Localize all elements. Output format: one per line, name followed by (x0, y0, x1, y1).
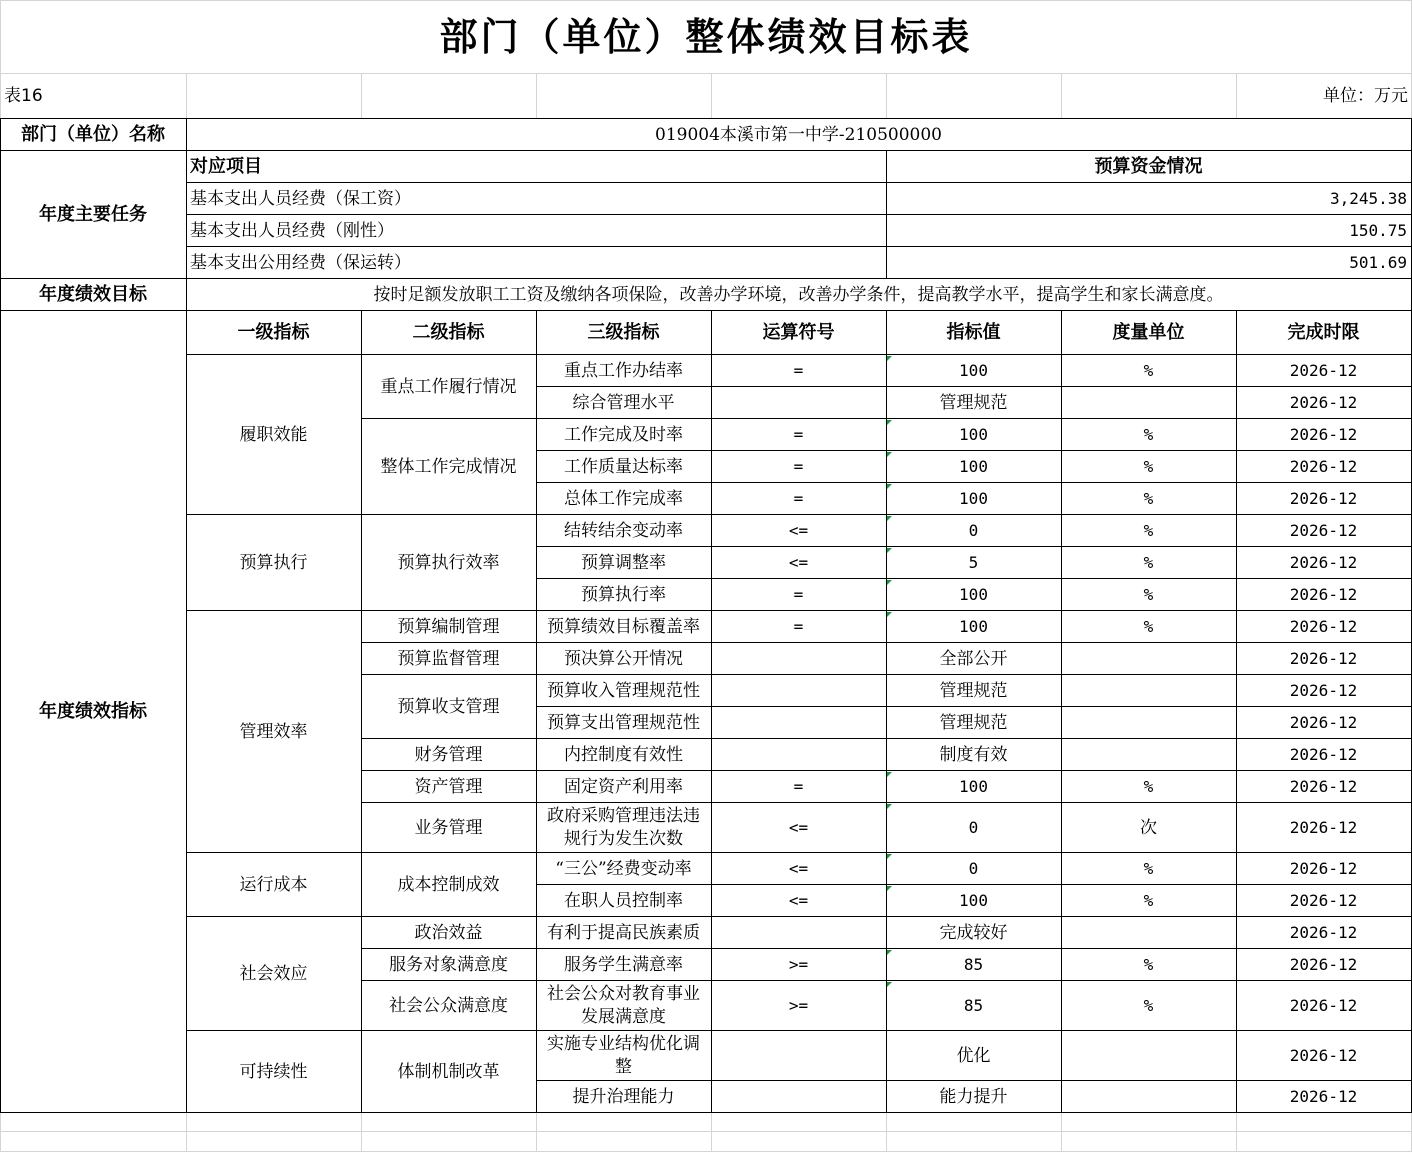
indicator-header: 一级指标 (237, 322, 310, 343)
border-line (186, 916, 1412, 917)
border-line (886, 150, 887, 279)
gridline (536, 73, 537, 119)
level3-indicator: 综合管理水平 (572, 392, 675, 413)
deadline: 2026-12 (1289, 457, 1358, 476)
gridline (1061, 1113, 1062, 1152)
level3-indicator: 总体工作完成率 (564, 488, 683, 509)
level3-indicator: 预算收入管理规范性 (547, 680, 700, 701)
measure-unit: % (1143, 617, 1154, 636)
deadline: 2026-12 (1289, 649, 1358, 668)
level3-indicator: 在职人员控制率 (564, 890, 683, 911)
cell-marker-icon (887, 452, 892, 457)
indicator-value: 100 (959, 777, 988, 796)
deadline: 2026-12 (1289, 617, 1358, 636)
border-line (1061, 310, 1062, 1113)
border-line (536, 546, 1412, 547)
border-line (186, 354, 1412, 355)
gridline (1061, 73, 1062, 119)
level1-indicator: 管理效率 (239, 722, 308, 742)
level2-indicator: 体制机制改革 (397, 1062, 500, 1082)
measure-unit: % (1143, 361, 1154, 380)
level3-indicator: 服务学生满意率 (564, 954, 683, 975)
level3-indicator: 固定资产利用率 (564, 776, 683, 797)
level1-indicator: 履职效能 (239, 425, 308, 445)
level1-indicator: 运行成本 (239, 875, 308, 895)
measure-unit (1061, 739, 1236, 771)
operator: = (793, 489, 804, 508)
level2-indicator: 预算收支管理 (397, 697, 500, 717)
indicator-value: 管理规范 (939, 713, 1008, 733)
cell-marker-icon (887, 516, 892, 521)
cell-marker-icon (887, 854, 892, 859)
level2-indicator: 政治效益 (414, 923, 483, 943)
level1-indicator: 可持续性 (239, 1062, 308, 1082)
border-line (0, 118, 1412, 119)
indicator-header: 指标值 (946, 322, 1001, 343)
border-line (361, 738, 1412, 739)
indicator-value: 管理规范 (939, 681, 1008, 701)
indicator-value: 100 (959, 489, 988, 508)
level3-indicator: 内控制度有效性 (564, 744, 683, 765)
cell-marker-icon (887, 886, 892, 891)
task-item: 基本支出人员经费（保工资） (190, 189, 411, 209)
measure-unit: 次 (1140, 818, 1157, 838)
indicator-value: 85 (963, 996, 984, 1015)
measure-unit: % (1143, 859, 1154, 878)
border-line (361, 770, 1412, 771)
border-line (361, 980, 1412, 981)
border-line (186, 1030, 1412, 1031)
border-line (361, 948, 1412, 949)
level3-indicator: “三公”经费变动率 (555, 858, 692, 879)
deadline: 2026-12 (1289, 745, 1358, 764)
deadline: 2026-12 (1289, 955, 1358, 974)
indicators-label: 年度绩效指标 (39, 701, 147, 722)
level3-indicator: 政府采购管理违法违 规行为发生次数 (547, 806, 700, 849)
border-line (361, 418, 1412, 419)
indicator-value: 100 (959, 457, 988, 476)
indicator-header: 三级指标 (587, 322, 660, 343)
operator (711, 1031, 886, 1081)
level2-indicator: 预算监督管理 (397, 649, 500, 669)
gridline (186, 1113, 187, 1152)
border-line (536, 884, 1412, 885)
operator (711, 675, 886, 707)
deadline: 2026-12 (1289, 585, 1358, 604)
operator (711, 1081, 886, 1113)
level2-indicator: 业务管理 (414, 818, 483, 838)
operator: <= (788, 891, 809, 910)
indicator-value: 0 (968, 859, 979, 878)
operator: = (793, 617, 804, 636)
measure-unit: % (1143, 425, 1154, 444)
indicator-value: 100 (959, 617, 988, 636)
cell-marker-icon (887, 612, 892, 617)
indicator-header: 度量单位 (1112, 322, 1185, 343)
border-line (361, 674, 1412, 675)
level3-indicator: 预算调整率 (581, 552, 666, 573)
measure-unit: % (1143, 891, 1154, 910)
measure-unit (1061, 387, 1236, 419)
tasks-header-item: 对应项目 (190, 156, 262, 177)
measure-unit (1061, 1081, 1236, 1113)
level2-indicator: 整体工作完成情况 (380, 457, 517, 477)
border-line (711, 310, 712, 1113)
measure-unit (1061, 707, 1236, 739)
measure-unit (1061, 917, 1236, 949)
indicator-header: 二级指标 (412, 322, 485, 343)
gridline (1236, 1113, 1237, 1152)
level3-indicator: 社会公众对教育事业 发展满意度 (547, 984, 700, 1027)
border-line (536, 310, 537, 1113)
indicator-value: 全部公开 (939, 649, 1008, 669)
task-budget: 3,245.38 (1329, 189, 1407, 208)
cell-marker-icon (887, 772, 892, 777)
measure-unit: % (1143, 521, 1154, 540)
border-line (361, 802, 1412, 803)
deadline: 2026-12 (1289, 777, 1358, 796)
border-line (186, 852, 1412, 853)
dept-name: 019004本溪市第一中学-210500000 (655, 125, 942, 145)
gridline (0, 1131, 1412, 1132)
indicator-header: 运算符号 (762, 322, 835, 343)
border-line (0, 1112, 1412, 1113)
indicator-value: 100 (959, 585, 988, 604)
border-line (1236, 310, 1237, 1113)
level2-indicator: 成本控制成效 (397, 875, 500, 895)
indicator-value: 85 (963, 955, 984, 974)
level2-indicator: 预算执行效率 (397, 553, 500, 573)
measure-unit: % (1143, 585, 1154, 604)
operator (711, 739, 886, 771)
level3-indicator: 预算执行率 (581, 584, 666, 605)
gridline (711, 73, 712, 119)
indicator-value: 100 (959, 425, 988, 444)
dept-label: 部门（单位）名称 (21, 124, 165, 145)
border-line (536, 386, 1412, 387)
border-line (186, 118, 187, 1113)
deadline: 2026-12 (1289, 361, 1358, 380)
cell-marker-icon (887, 804, 892, 809)
deadline: 2026-12 (1289, 1087, 1358, 1106)
indicator-value: 完成较好 (939, 923, 1008, 943)
gridline (711, 1113, 712, 1152)
border-line (536, 482, 1412, 483)
tasks-header-budget: 预算资金情况 (1094, 156, 1203, 177)
gridline (536, 1113, 537, 1152)
indicator-value: 100 (959, 891, 988, 910)
border-line (536, 450, 1412, 451)
operator: = (793, 457, 804, 476)
indicator-value: 管理规范 (939, 393, 1008, 413)
cell-marker-icon (887, 950, 892, 955)
level3-indicator: 结转结余变动率 (564, 520, 683, 541)
cell-marker-icon (887, 356, 892, 361)
operator: >= (788, 955, 809, 974)
border-line (186, 514, 1412, 515)
level3-indicator: 重点工作办结率 (564, 360, 683, 381)
level3-indicator: 工作完成及时率 (564, 424, 683, 445)
measure-unit (1061, 643, 1236, 675)
table-number: 表16 (4, 86, 43, 106)
operator: <= (788, 553, 809, 572)
level3-indicator: 工作质量达标率 (564, 456, 683, 477)
level2-indicator: 重点工作履行情况 (380, 377, 517, 397)
operator: >= (788, 996, 809, 1015)
operator: = (793, 361, 804, 380)
indicator-value: 0 (968, 818, 979, 837)
task-budget: 150.75 (1349, 221, 1407, 240)
deadline: 2026-12 (1289, 923, 1358, 942)
border-line (361, 310, 362, 1113)
measure-unit: % (1143, 553, 1154, 572)
gridline (186, 73, 187, 119)
cell-marker-icon (887, 982, 892, 987)
gridline (0, 73, 1412, 74)
level1-indicator: 社会效应 (239, 964, 308, 984)
deadline: 2026-12 (1289, 425, 1358, 444)
level2-indicator: 财务管理 (414, 745, 483, 765)
border-line (186, 182, 1412, 183)
operator: = (793, 585, 804, 604)
measure-unit (1061, 675, 1236, 707)
operator (711, 387, 886, 419)
measure-unit: % (1143, 457, 1154, 476)
page-title: 部门（单位）整体绩效目标表 (439, 13, 973, 59)
border-line (536, 1080, 1412, 1081)
border-line (886, 310, 887, 1113)
border-line (186, 214, 1412, 215)
operator: = (793, 777, 804, 796)
border-line (0, 118, 1, 1113)
level2-indicator: 资产管理 (414, 777, 483, 797)
indicator-value: 0 (968, 521, 979, 540)
deadline: 2026-12 (1289, 521, 1358, 540)
border-line (361, 642, 1412, 643)
operator: <= (788, 859, 809, 878)
deadline: 2026-12 (1289, 393, 1358, 412)
goal-label: 年度绩效目标 (39, 284, 147, 305)
level1-indicator: 预算执行 (239, 553, 308, 573)
deadline: 2026-12 (1289, 553, 1358, 572)
level3-indicator: 预决算公开情况 (564, 648, 683, 669)
task-item: 基本支出人员经费（刚性） (190, 221, 394, 241)
level3-indicator: 预算绩效目标覆盖率 (547, 616, 700, 637)
measure-unit: % (1143, 955, 1154, 974)
gridline (886, 73, 887, 119)
deadline: 2026-12 (1289, 996, 1358, 1015)
level2-indicator: 预算编制管理 (397, 617, 500, 637)
border-line (0, 278, 1412, 279)
deadline: 2026-12 (1289, 1046, 1358, 1065)
cell-marker-icon (887, 580, 892, 585)
indicator-value: 100 (959, 361, 988, 380)
gridline (886, 1113, 887, 1152)
measure-unit (1061, 1031, 1236, 1081)
unit-label: 单位：万元 (1323, 86, 1408, 106)
deadline: 2026-12 (1289, 713, 1358, 732)
deadline: 2026-12 (1289, 681, 1358, 700)
operator: = (793, 425, 804, 444)
level2-indicator: 社会公众满意度 (389, 996, 508, 1016)
tasks-label: 年度主要任务 (39, 204, 147, 225)
task-item: 基本支出公用经费（保运转） (190, 253, 411, 273)
measure-unit: % (1143, 996, 1154, 1015)
level2-indicator: 服务对象满意度 (389, 955, 508, 975)
border-line (536, 578, 1412, 579)
level3-indicator: 有利于提高民族素质 (547, 922, 700, 943)
indicator-header: 完成时限 (1287, 322, 1360, 343)
cell-marker-icon (887, 484, 892, 489)
border-line (0, 150, 1412, 151)
border-line (536, 706, 1412, 707)
measure-unit: % (1143, 777, 1154, 796)
indicator-value: 优化 (956, 1046, 991, 1066)
indicator-value: 能力提升 (939, 1087, 1008, 1107)
border-line (0, 310, 1412, 311)
border-line (186, 246, 1412, 247)
gridline (361, 73, 362, 119)
goal-text: 按时足额发放职工工资及缴纳各项保险，改善办学环境，改善办学条件，提高教学水平，提高学生和家长满意度。 (373, 285, 1224, 305)
cell-marker-icon (887, 548, 892, 553)
level3-indicator: 预算支出管理规范性 (547, 712, 700, 733)
operator: <= (788, 818, 809, 837)
task-budget: 501.69 (1349, 253, 1407, 272)
level3-indicator: 提升治理能力 (572, 1086, 675, 1107)
cell-marker-icon (887, 420, 892, 425)
indicator-value: 制度有效 (939, 745, 1008, 765)
border-line (186, 610, 1412, 611)
operator (711, 707, 886, 739)
gridline (361, 1113, 362, 1152)
level3-indicator: 实施专业结构优化调 整 (547, 1034, 700, 1077)
operator (711, 643, 886, 675)
operator (711, 917, 886, 949)
measure-unit: % (1143, 489, 1154, 508)
deadline: 2026-12 (1289, 891, 1358, 910)
indicator-value: 5 (968, 553, 979, 572)
deadline: 2026-12 (1289, 489, 1358, 508)
deadline: 2026-12 (1289, 818, 1358, 837)
operator: <= (788, 521, 809, 540)
deadline: 2026-12 (1289, 859, 1358, 878)
